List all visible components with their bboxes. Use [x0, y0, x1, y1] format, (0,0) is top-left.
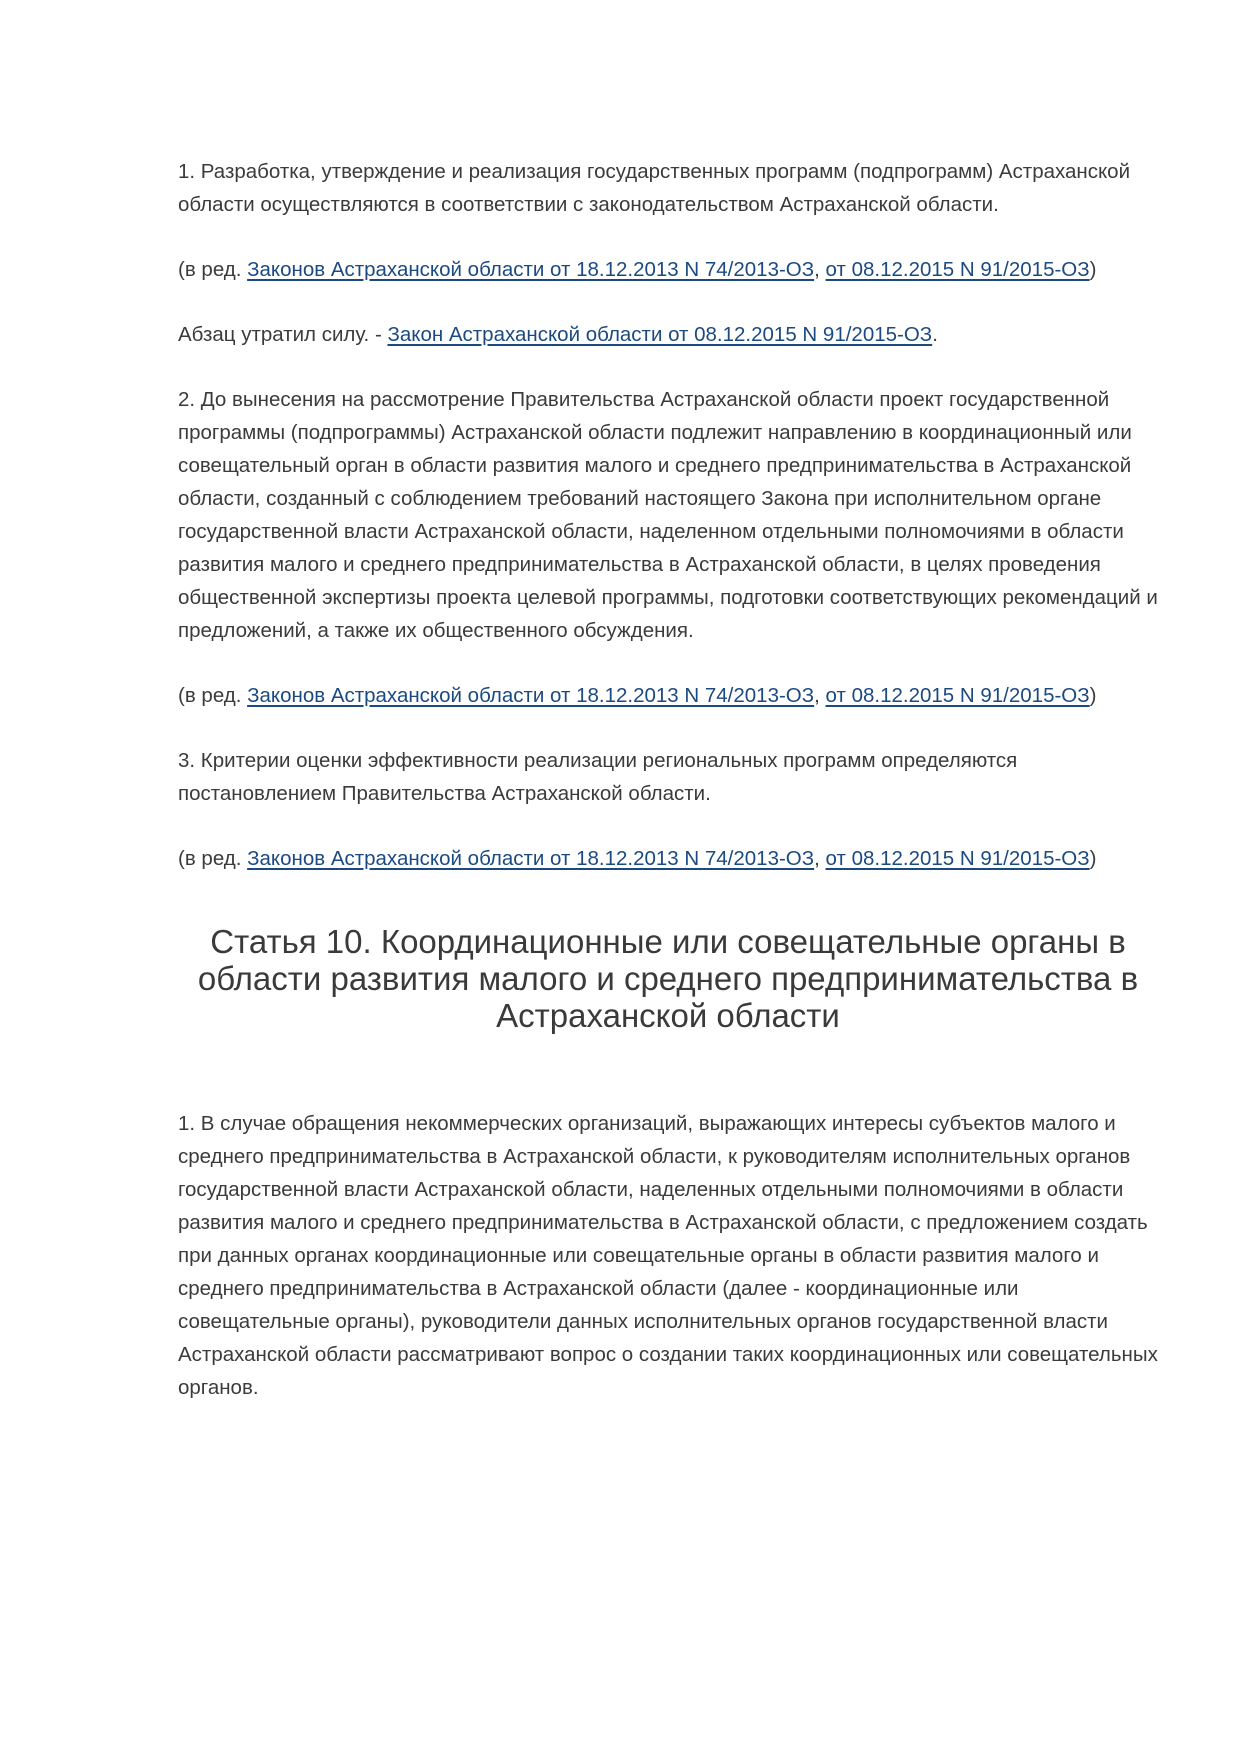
paragraph-1: 1. Разработка, утверждение и реализация государственных программ (подпрограмм) Астраханской области осуществляются в соответствии с законодательством Астраханской области. [178, 160, 1131, 216]
amendment-note-3 [178, 842, 1158, 875]
paragraph-3: 3. Критерии оценки эффективности реализации региональных программ определяются постановлением Правительства Астраханской области. [178, 749, 1018, 805]
note-suffix: . [932, 323, 938, 346]
law-link-2015[interactable]: Закон Астраханской области от 08.12.2015 N 91/2015-ОЗ [387, 323, 933, 346]
note-separator: , [814, 684, 826, 707]
paragraph-2: 2. До вынесения на рассмотрение Правительства Астраханской области проект государственной программы (подпрограммы) Астраханской области подлежит направлению в координационный или совещательный орган в области развития малого и среднего предпринимательства в Астраханской области, созданный с соблюдением требований настоящего Закона при исполнительном органе государственной власти Астраханской области, наделенном отдельными полномочиями в области развития малого и среднего предпринимательства в Астраханской области, в целях проведения общественной экспертизы проекта целевой программы, подготовки соответствующих рекомендаций и предложений, а также их общественного обсуждения. [178, 388, 1158, 642]
note-suffix: ) [1089, 258, 1097, 281]
law-link-2013[interactable]: Законов Астраханской области от 18.12.2013 N 74/2013-ОЗ [247, 684, 815, 707]
note-prefix: (в ред. [178, 258, 248, 281]
law-link-2013[interactable]: Законов Астраханской области от 18.12.2013 N 74/2013-ОЗ [247, 847, 815, 870]
note-prefix: Абзац утратил силу. - [178, 323, 388, 346]
note-prefix: (в ред. [178, 684, 248, 707]
amendment-note-2 [178, 679, 1158, 712]
law-link-2015[interactable]: от 08.12.2015 N 91/2015-ОЗ [825, 258, 1090, 281]
article-10-paragraph-1: 1. В случае обращения некоммерческих организаций, выражающих интересы субъектов малого и среднего предпринимательства в Астраханской области, к руководителям исполнительных органов государственной власти Астраханской области, наделенных отдельными полномочиями в области развития малого и среднего предпринимательства в Астраханской области, с предложением создать при данных органах координационные или совещательные органы в области развития малого и среднего предпринимательства в Астраханской области (далее - координационные или совещательные органы), руководители данных исполнительных органов государственной власти Астраханской области рассматривают вопрос о создании таких координационных или совещательных органов. [178, 1112, 1158, 1399]
note-suffix: ) [1089, 847, 1097, 870]
repealed-paragraph-note [178, 318, 1158, 351]
law-link-2015[interactable]: от 08.12.2015 N 91/2015-ОЗ [825, 684, 1090, 707]
note-separator: , [814, 847, 826, 870]
note-separator: , [814, 258, 826, 281]
law-link-2015[interactable]: от 08.12.2015 N 91/2015-ОЗ [825, 847, 1090, 870]
note-suffix: ) [1089, 684, 1097, 707]
amendment-note-1 [178, 253, 1158, 286]
document-page [178, 155, 1158, 1404]
note-prefix: (в ред. [178, 847, 248, 870]
law-link-2013[interactable]: Законов Астраханской области от 18.12.2013 N 74/2013-ОЗ [247, 258, 815, 281]
article-10-heading: Статья 10. Координационные или совещательные органы в области развития малого и среднего предпринимательства в Астраханской области [197, 923, 1139, 1034]
